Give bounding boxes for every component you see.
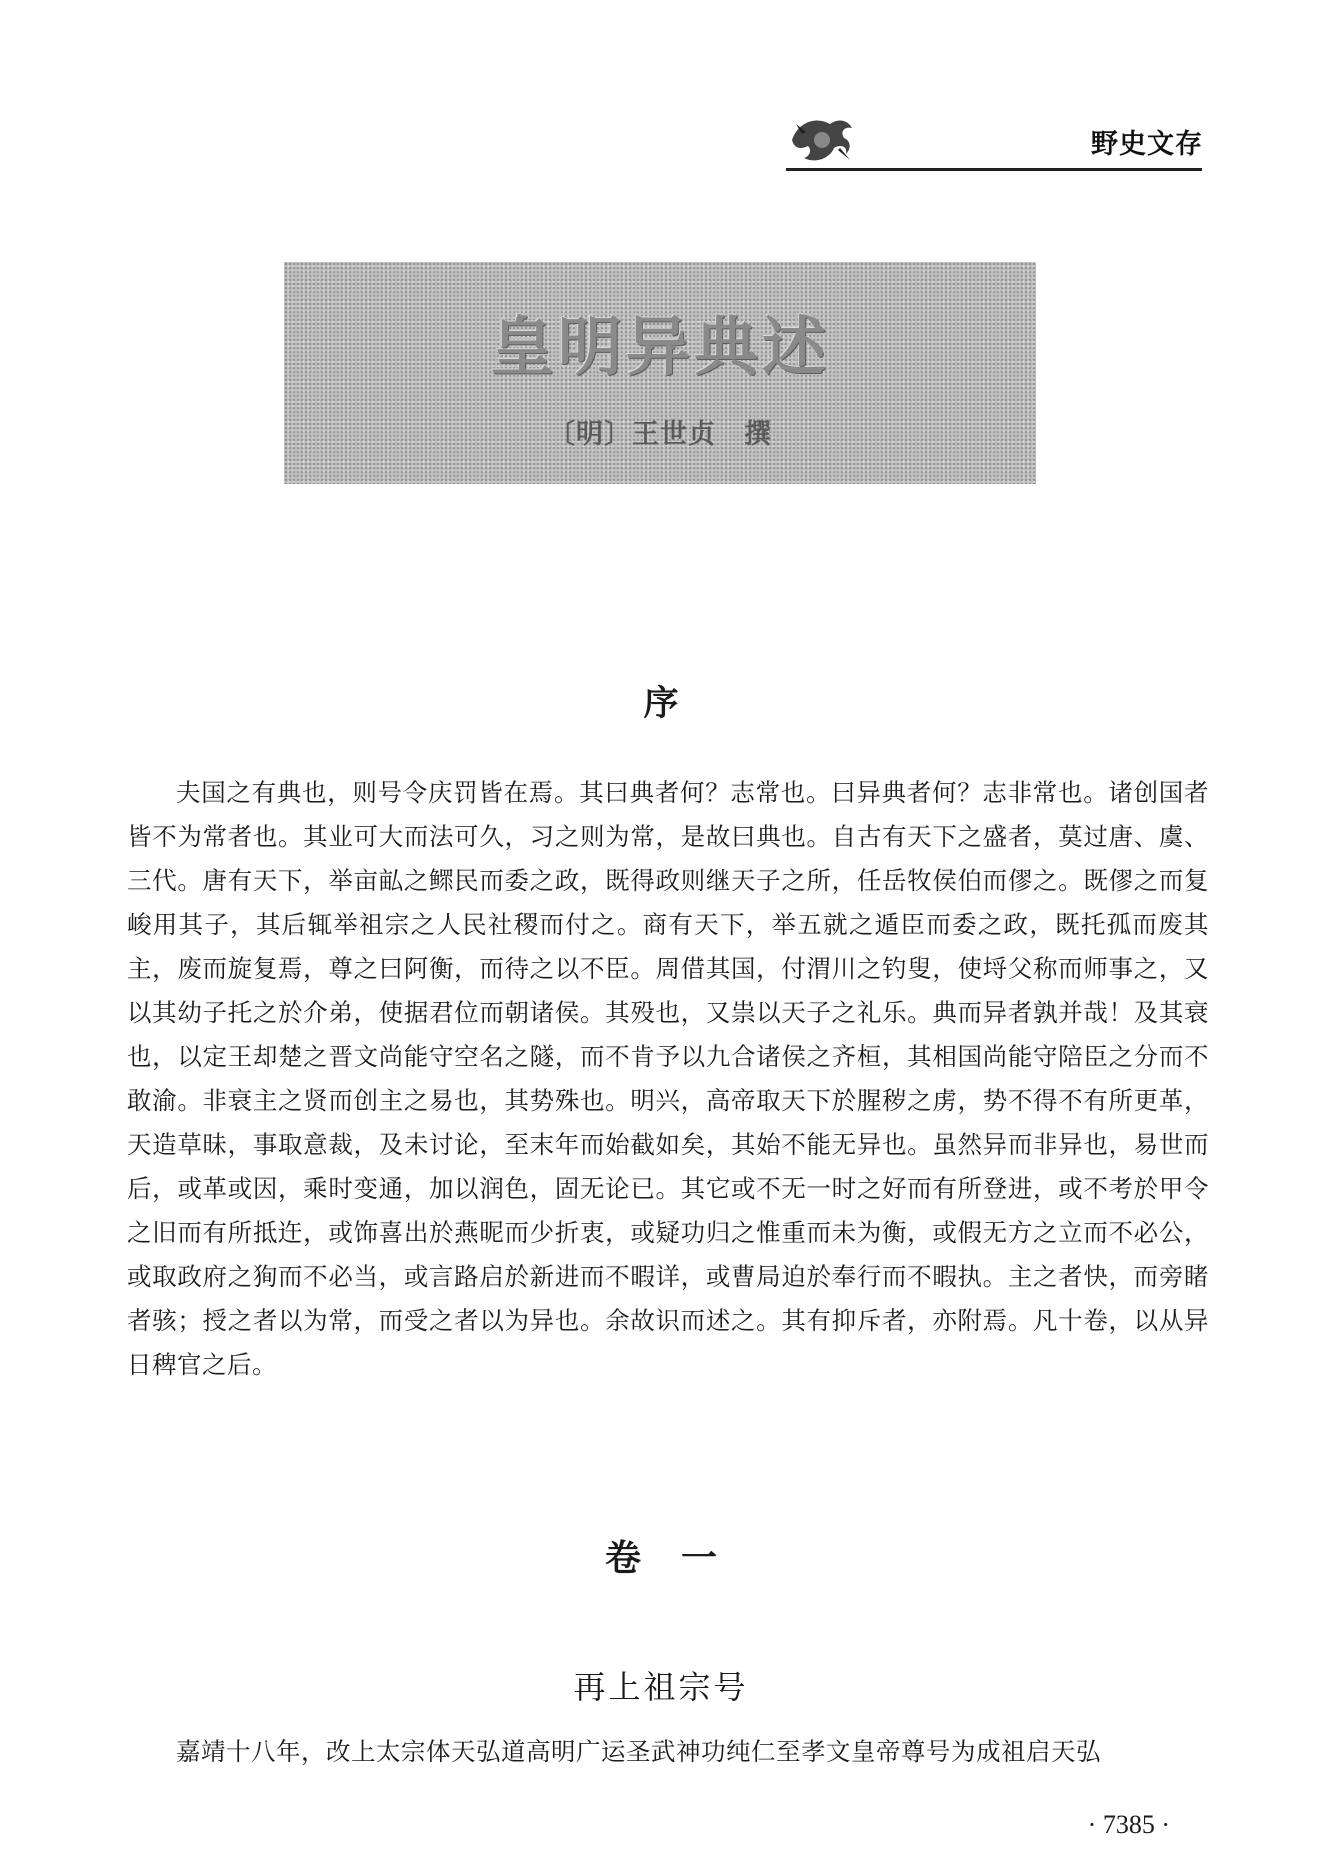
- entry-paragraph: 嘉靖十八年，改上太宗体天弘道高明广运圣武神功纯仁至孝文皇帝尊号为成祖启天弘: [176, 1737, 1101, 1766]
- section-heading: 再上祖宗号: [573, 1668, 749, 1706]
- preface-paragraph: 夫国之有典也，则号令庆罚皆在焉。其曰典者何？志常也。曰异典者何？志非常也。诸创国者皆不为常者也。其业可大而法可久，习之则为常，是故曰典也。自古有天下之盛者，莫过唐、虞、三代。唐有天下，举亩畆之鳏民而委之政，既得政则继天子之所，任岳牧侯伯而僇之。既僇之而复峻用其子，其后辄举祖宗之人民社稷而付之。商有天下，举五就之遁臣而委之政，既托孤而废其主，废而旋复焉，尊之曰阿衡，而待之以不臣。周借其国，付渭川之钓叟，使埒父称而师事之，又以其幼子托之於介弟，使据君位而朝诸侯。其殁也，又祟以天子之礼乐。典而异者孰并哉！及其衰也，以定王却楚之晋文尚能守空名之隧，而不肯予以九合诸侯之齐桓，其相国尚能守陪臣之分而不敢渝。非衰主之贤而创主之易也，其势殊也。明兴，高帝取天下於腥秽之虏，势不得不有所更革，天造草昧，事取意裁，及未讨论，至末年而始截如矣，其始不能无异也。虽然异而非异也，易世而后，或革或因，乘时变通，加以润色，固无论已。其它或不无一时之好而有所登进，或不考於甲令之旧而有所抵迕，或饰喜出於燕昵而少折衷，或疑功归之惟重而未为衡，或假无方之立而不必公，或取政府之狥而不必当，或言路启於新进而不暇详，或曹局迫於奉行而不暇执。主之者快，而旁睹者骇；授之者以为常，而受之者以为异也。余故识而述之。其有抑斥者，亦附焉。凡十卷，以从异日稗官之后。: [127, 778, 1209, 1379]
- book-title: 皇明异典述: [490, 311, 830, 385]
- header-divider: [786, 168, 1202, 171]
- title-banner: [284, 262, 1036, 484]
- preface-heading: 序: [643, 684, 679, 724]
- series-title: 野史文存: [1091, 129, 1203, 160]
- volume-heading: 卷一: [604, 1538, 757, 1579]
- author-line: 〔明〕王世贞 撰: [548, 419, 772, 450]
- dragon-emblem-icon: [786, 110, 858, 170]
- page-number: · 7385 ·: [1087, 1810, 1170, 1839]
